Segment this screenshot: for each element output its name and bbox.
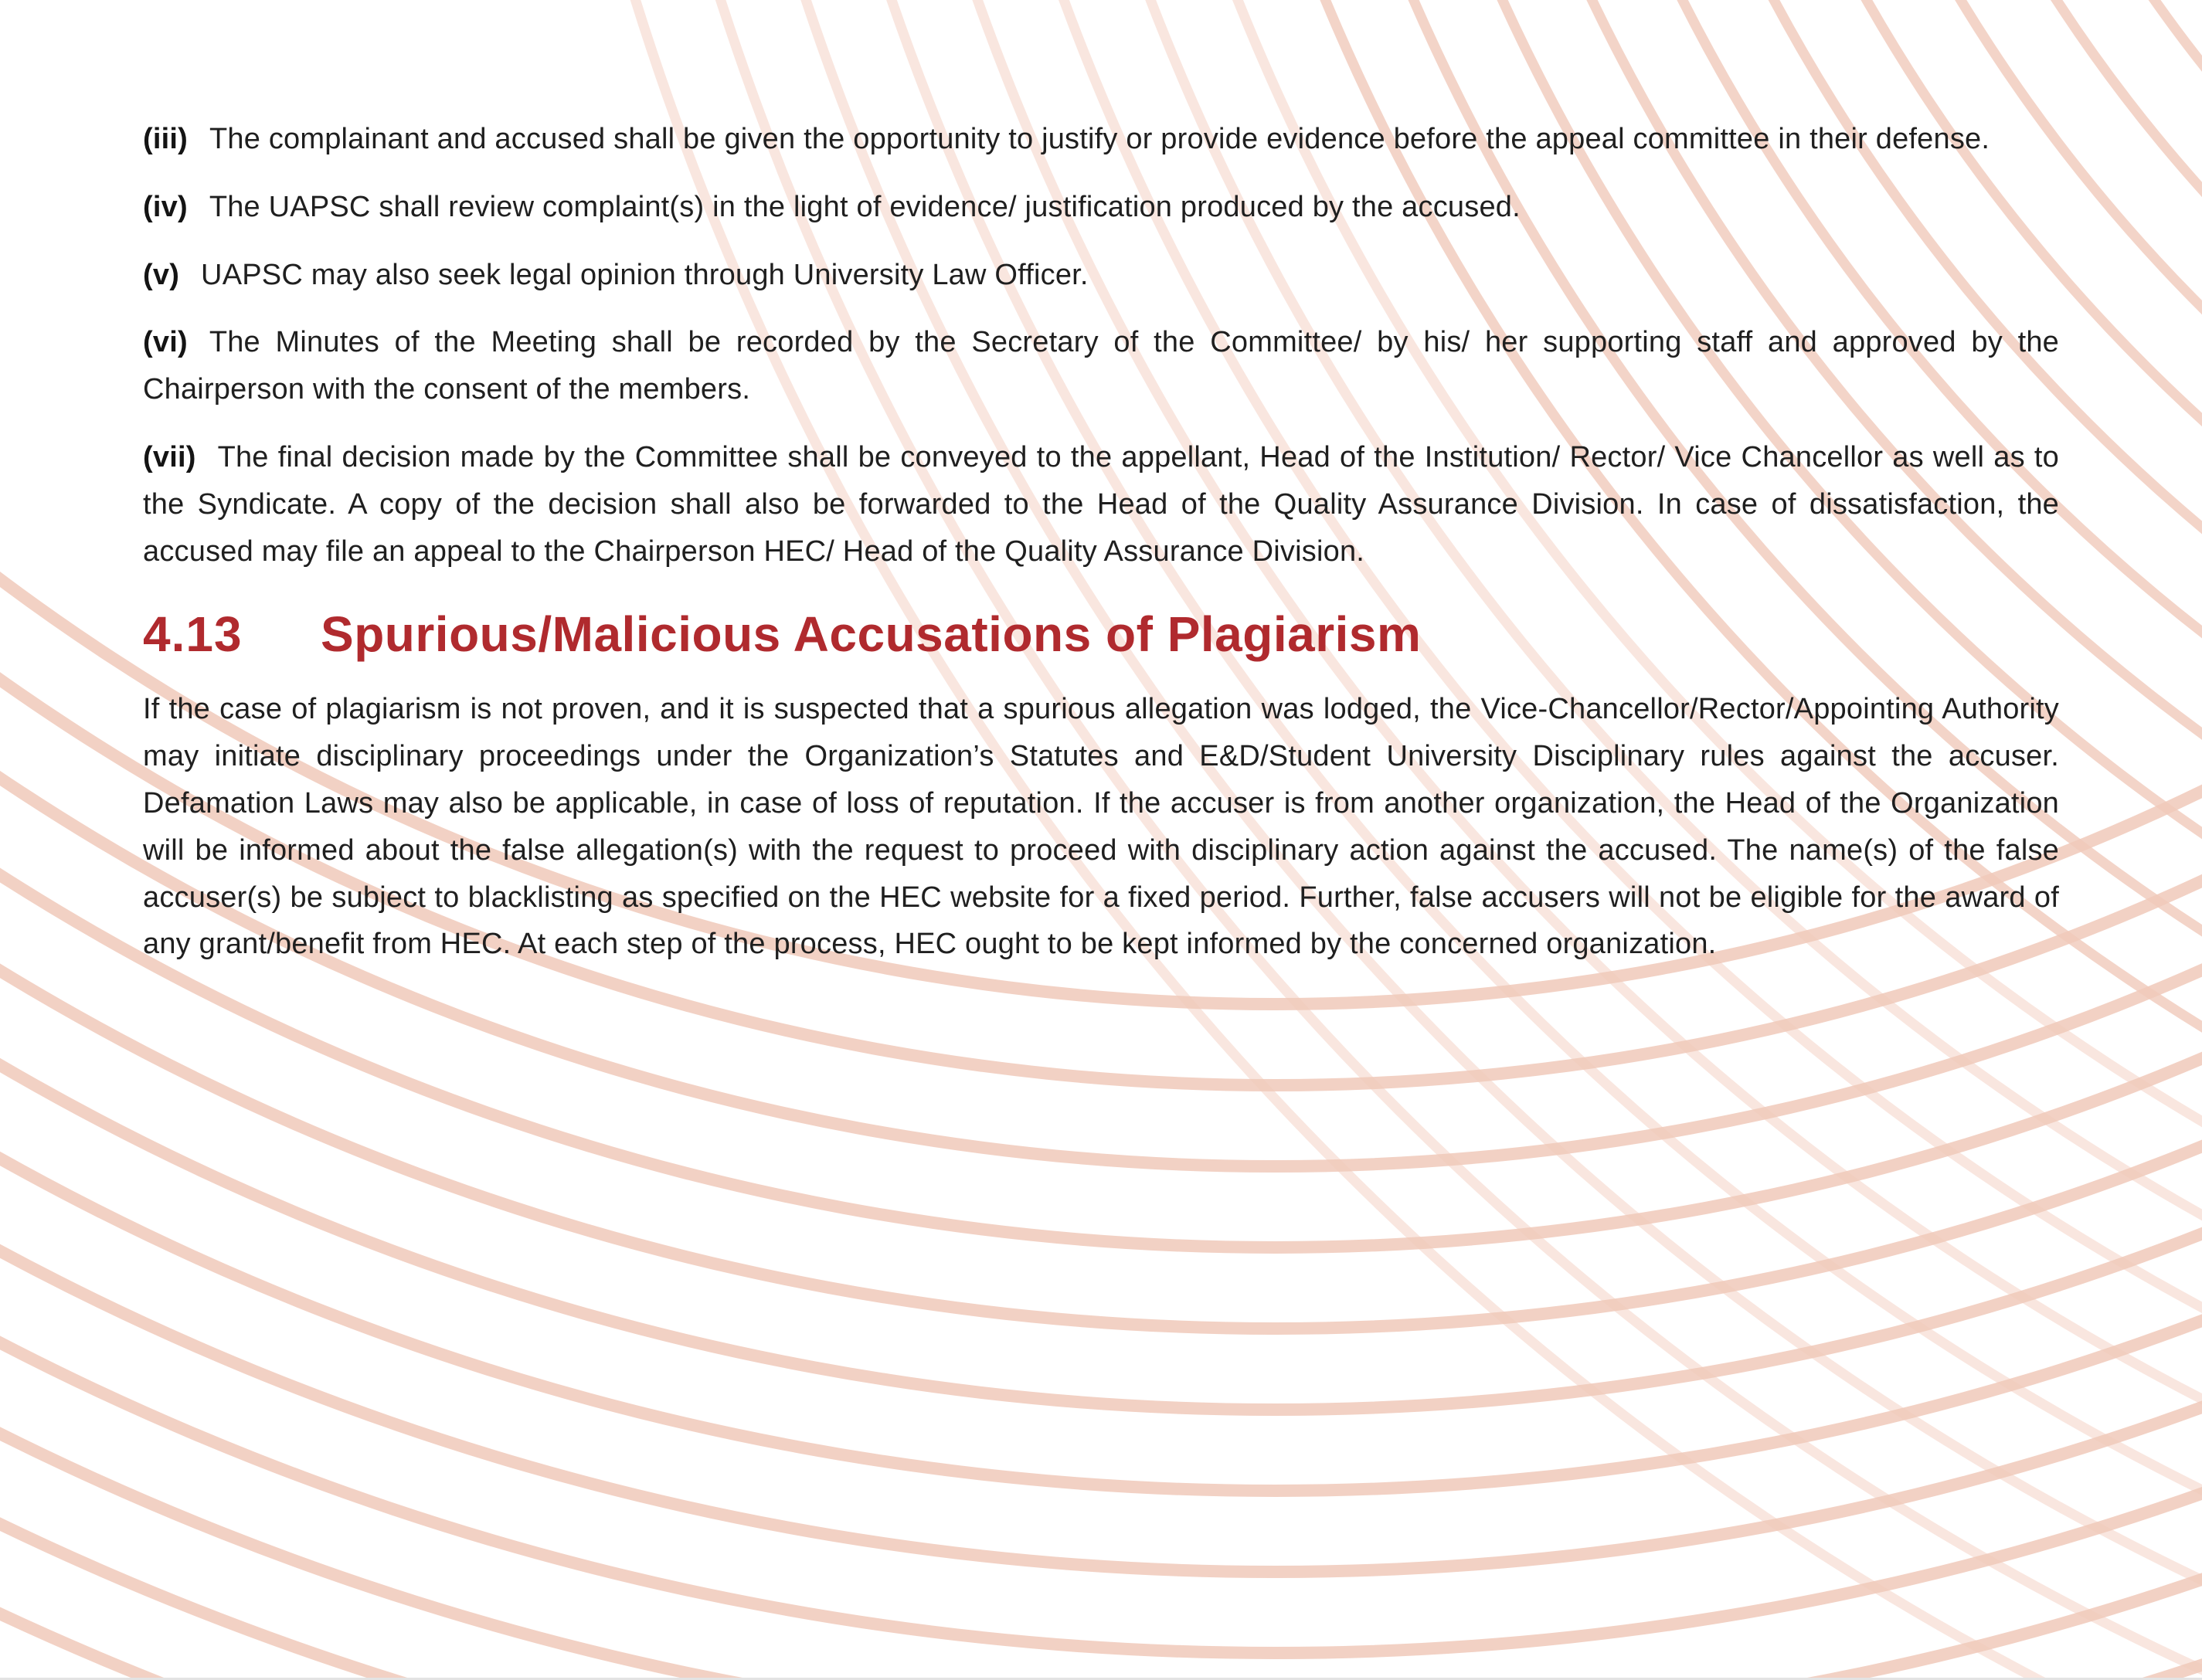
list-marker: (v) <box>143 258 180 291</box>
section-body-paragraph: If the case of plagiarism is not proven, and it is suspected that a spurious allegation was lodged, the Vice-Chancellor/Rector/Appointing Authority may initiate disciplinary proceedings under the Organization’s Statutes and E&D/Student University Disciplinary rules against the accuser. Defamation Laws may also be applicable, in case of loss of reputation. If the accuser is from another organization, the Head of the Organization will be informed about the false allegation(s) with the request to proceed with disciplinary action against the accused. The name(s) of the false accuser(s) be subject to blacklisting as specified on the HEC website for a fixed period. Further, false accusers will not be eligible for the award of any grant/benefit from HEC. At each step of the process, HEC ought to be kept informed by the concerned organization. <box>143 693 2059 961</box>
list-item-iii <box>143 116 2059 163</box>
list-item-iv <box>143 184 2059 231</box>
list-text: The final decision made by the Committee shall be conveyed to the appellant, Head of the Institution/ Rector/ Vice Chancellor as well as to the Syndicate. A copy of the decision shall also be forwarded to the Head of the Quality Assurance Division. In case of dissatisfaction, the accused may file an appeal to the Chairperson HEC/ Head of the Quality Assurance Division. <box>143 440 2059 568</box>
list-marker: (iii) <box>143 123 188 155</box>
section-number: 4.13 <box>143 606 243 663</box>
section-title: Spurious/Malicious Accusations of Plagiarism <box>321 606 1422 663</box>
section-heading <box>143 606 2059 663</box>
list-item-vii <box>143 434 2059 575</box>
list-marker: (vii) <box>143 440 196 473</box>
list-item-vi <box>143 319 2059 413</box>
list-text: The Minutes of the Meeting shall be recorded by the Secretary of the Committee/ by his/ her supporting staff and approved by the Chairperson with the consent of the members. <box>143 326 2059 406</box>
page-content <box>143 116 2059 968</box>
list-text: The complainant and accused shall be given the opportunity to justify or provide evidence before the appeal committee in their defense. <box>209 123 1990 155</box>
list-marker: (iv) <box>143 190 188 223</box>
list-text: UAPSC may also seek legal opinion through University Law Officer. <box>201 258 1089 291</box>
list-marker: (vi) <box>143 326 188 359</box>
list-text: The UAPSC shall review complaint(s) in the light of evidence/ justification produced by the accused. <box>209 190 1521 223</box>
list-item-v <box>143 252 2059 299</box>
